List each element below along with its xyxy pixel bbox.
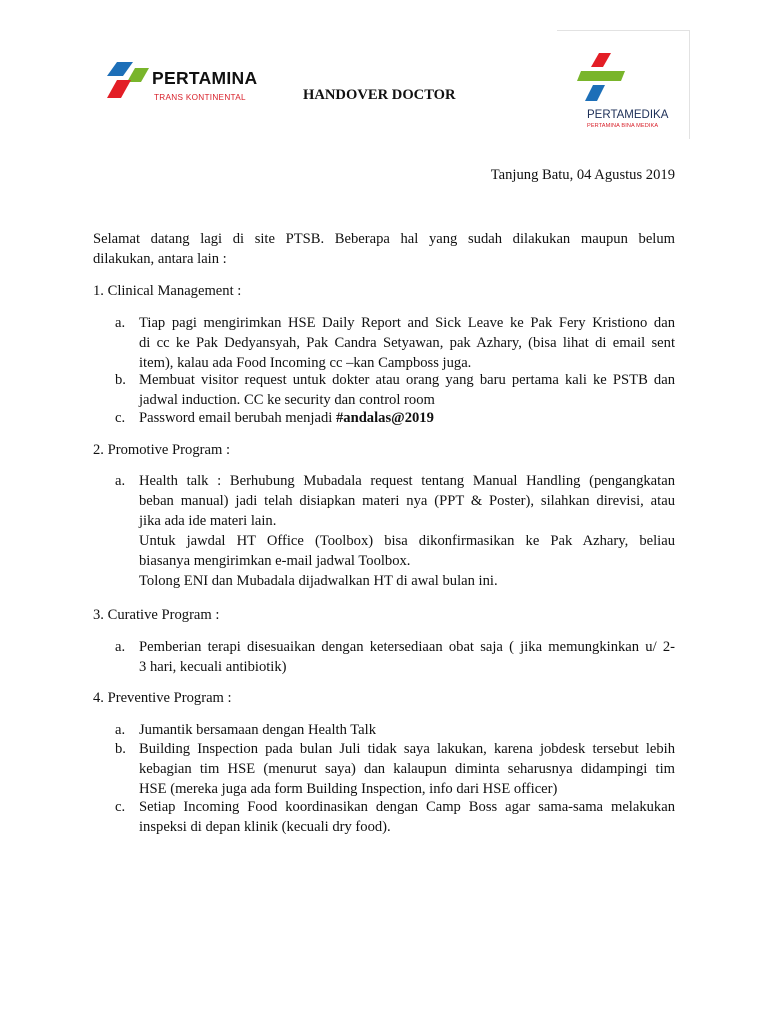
list-marker: c. <box>115 799 126 815</box>
pertamina-subtitle: TRANS KONTINENTAL <box>154 93 246 102</box>
pertamina-logo-icon <box>103 58 151 102</box>
list-item <box>115 471 675 591</box>
list-marker: a. <box>115 722 126 738</box>
pertamina-logo <box>103 56 258 106</box>
intro-line: dilakukan, antara lain : <box>93 251 227 267</box>
list-item <box>115 408 675 428</box>
item-line: kebagian tim HSE (menurut saya) dan kalaupun diminta seharusnya didampingi tim <box>139 761 675 777</box>
section-heading-clinical: 1. Clinical Management : <box>93 283 242 299</box>
list-marker: b. <box>115 741 126 757</box>
item-line: Setiap Incoming Food koordinasikan dengan Camp Boss agar sama-sama melakukan <box>139 799 675 815</box>
item-line: inspeksi di depan klinik (kecuali dry food). <box>139 819 391 835</box>
list-item <box>115 637 675 677</box>
item-line: 3 hari, kecuali antibiotik) <box>139 659 287 675</box>
list-item <box>115 797 675 837</box>
item-line: Health talk : Berhubung Mubadala request tentang Manual Handling (pengangkatan <box>139 473 675 489</box>
item-line: Membuat visitor request untuk dokter atau orang yang baru pertama kali ke PSTB dan <box>139 372 675 388</box>
list-marker: a. <box>115 473 126 489</box>
intro-paragraph <box>93 229 675 269</box>
item-line: Tolong ENI dan Mubadala dijadwalkan HT di awal bulan ini. <box>139 573 498 589</box>
item-line: Pemberian terapi disesuaikan dengan ketersediaan obat saja ( jika memungkinkan u/ 2- <box>139 639 675 655</box>
item-line: beban manual) jadi telah disiapkan materi nya (PPT & Poster), silahkan direvisi, atau <box>139 493 675 509</box>
pertamedika-logo-icon <box>573 51 633 105</box>
item-line: item), kalau ada Food Incoming cc –kan Campboss juga. <box>139 355 472 371</box>
item-line: HSE (mereka juga ada form Building Inspection, info dari HSE officer) <box>139 781 558 797</box>
date-line: Tanjung Batu, 04 Agustus 2019 <box>490 167 675 183</box>
item-line: Jumantik bersamaan dengan Health Talk <box>139 722 376 738</box>
item-line: jadwal induction. CC ke security dan control room <box>139 392 435 408</box>
list-item <box>115 313 675 373</box>
list-marker: a. <box>115 315 126 331</box>
item-line <box>139 408 675 428</box>
item-line: Building Inspection pada bulan Juli tidak saya lakukan, karena jobdesk tersebut lebih <box>139 741 675 757</box>
pertamedika-logo <box>557 30 690 139</box>
password-value: #andalas@2019 <box>335 410 434 426</box>
pertamedika-brand: PERTAMEDIKA <box>587 109 669 121</box>
password-label: Password email berubah menjadi <box>139 410 333 426</box>
item-line: Tiap pagi mengirimkan HSE Daily Report and Sick Leave ke Pak Fery Kristiono dan <box>139 315 675 331</box>
pertamina-brand: PERTAMINA <box>152 68 258 88</box>
document-title: HANDOVER DOCTOR <box>303 87 456 103</box>
list-marker: a. <box>115 639 126 655</box>
section-heading-preventive: 4. Preventive Program : <box>93 690 232 706</box>
intro-line: Selamat datang lagi di site PTSB. Beberapa hal yang sudah dilakukan maupun belum <box>93 231 675 247</box>
pertamedika-subtitle: PERTAMINA BINA MEDIKA <box>587 123 659 129</box>
item-line: Untuk jawdal HT Office (Toolbox) bisa dikonfirmasikan ke Pak Azhary, beliau <box>139 533 675 549</box>
list-item <box>115 720 675 740</box>
item-line: di cc ke Pak Dedyansyah, Pak Candra Setyawan, pak Azhary, (bisa lihat di email sent <box>139 335 675 351</box>
list-marker: b. <box>115 372 126 388</box>
list-item <box>115 739 675 799</box>
list-marker: c. <box>115 410 126 426</box>
list-item <box>115 370 675 410</box>
item-line: biasanya mengirimkan e-mail jadwal Toolbox. <box>139 553 411 569</box>
section-heading-curative: 3. Curative Program : <box>93 607 220 623</box>
section-heading-promotive: 2. Promotive Program : <box>93 442 231 458</box>
item-line: jika ada ide materi lain. <box>139 513 277 529</box>
